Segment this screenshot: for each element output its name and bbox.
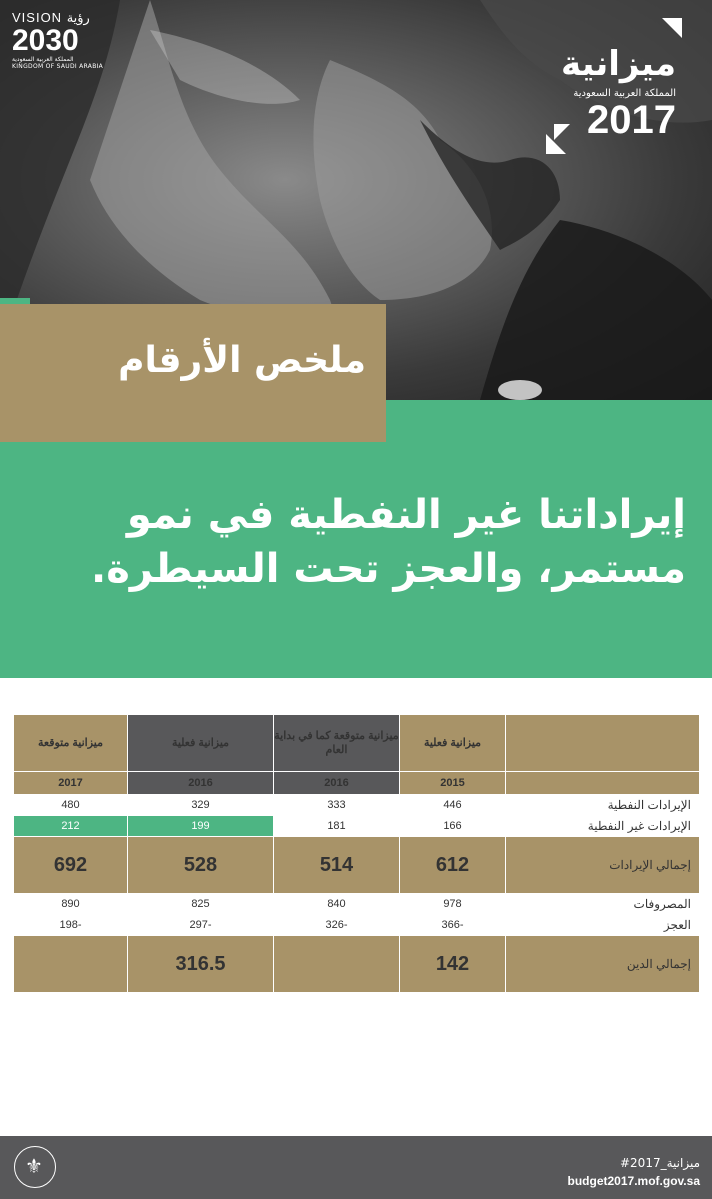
table-row <box>14 894 700 915</box>
year-cell: 2016 <box>128 772 274 795</box>
table-cell: 142 <box>400 936 506 993</box>
row-label: المصروفات <box>506 894 700 915</box>
budget-year: 2017 <box>587 98 676 142</box>
year-cell: 2015 <box>400 772 506 795</box>
table-cell: 333 <box>274 795 400 816</box>
year-cell: 2016 <box>274 772 400 795</box>
table-row <box>14 915 700 936</box>
table-cell: -326 <box>274 915 400 936</box>
section-label-box <box>0 304 386 442</box>
table-cell: -366 <box>400 915 506 936</box>
table-cell: 181 <box>274 816 400 837</box>
vision-year: 2030 <box>12 24 79 57</box>
table-cell <box>274 936 400 993</box>
table-cell: 166 <box>400 816 506 837</box>
table-row <box>14 816 700 837</box>
table-cell: 329 <box>128 795 274 816</box>
total-row <box>14 837 700 894</box>
table-cell: 528 <box>128 837 274 894</box>
header-cell: ميزانية فعلية <box>400 715 506 772</box>
row-label: الإيرادات النفطية <box>506 795 700 816</box>
budget-2017-logo <box>544 16 684 156</box>
table-cell: -297 <box>128 915 274 936</box>
table-cell: 840 <box>274 894 400 915</box>
vision-line: VISION رؤية <box>12 10 90 25</box>
vision-sub-en: KINGDOM OF SAUDI ARABIA <box>12 63 104 70</box>
header-cell: ميزانية متوقعة <box>14 715 128 772</box>
header-row <box>14 715 700 772</box>
budget-summary-table <box>13 714 700 993</box>
table-cell-highlight: 199 <box>128 816 274 837</box>
table-cell <box>14 936 128 993</box>
row-label: الإيرادات غير النفطية <box>506 816 700 837</box>
year-row <box>14 772 700 795</box>
footer-url[interactable]: budget2017.mof.gov.sa <box>567 1174 700 1188</box>
table-cell: 316.5 <box>128 936 274 993</box>
total-row <box>14 936 700 993</box>
footer-hashtag[interactable]: #ميزانية_2017 <box>619 1156 700 1170</box>
table-cell: 692 <box>14 837 128 894</box>
table-cell: 514 <box>274 837 400 894</box>
year-cell <box>506 772 700 795</box>
table-cell: 890 <box>14 894 128 915</box>
headline: إيراداتنا غير النفطية في نمو مستمر، والعجز تحت السيطرة. <box>91 492 686 592</box>
row-label: إجمالي الإيرادات <box>506 837 700 894</box>
table-cell: 480 <box>14 795 128 816</box>
table-cell: 446 <box>400 795 506 816</box>
footer <box>0 1136 712 1199</box>
table-cell: 978 <box>400 894 506 915</box>
row-label: العجز <box>506 915 700 936</box>
header-cell: ميزانية متوقعة كما في بداية العام <box>274 715 400 772</box>
table-cell-highlight: 212 <box>14 816 128 837</box>
section-label: ملخص الأرقام <box>118 340 366 381</box>
vision-2030-logo <box>12 10 103 70</box>
table-row <box>14 795 700 816</box>
table-cell: -198 <box>14 915 128 936</box>
header-cell <box>506 715 700 772</box>
vision-sub-ar: المملكة العربية السعودية <box>12 56 74 63</box>
budget-country: المملكة العربية السعودية <box>573 88 676 99</box>
table-cell: 612 <box>400 837 506 894</box>
row-label: إجمالي الدين <box>506 936 700 993</box>
budget-title: ميزانية <box>561 44 676 84</box>
header-cell: ميزانية فعلية <box>128 715 274 772</box>
table-cell: 825 <box>128 894 274 915</box>
year-cell: 2017 <box>14 772 128 795</box>
ministry-emblem-icon: ⚜ <box>14 1146 56 1188</box>
